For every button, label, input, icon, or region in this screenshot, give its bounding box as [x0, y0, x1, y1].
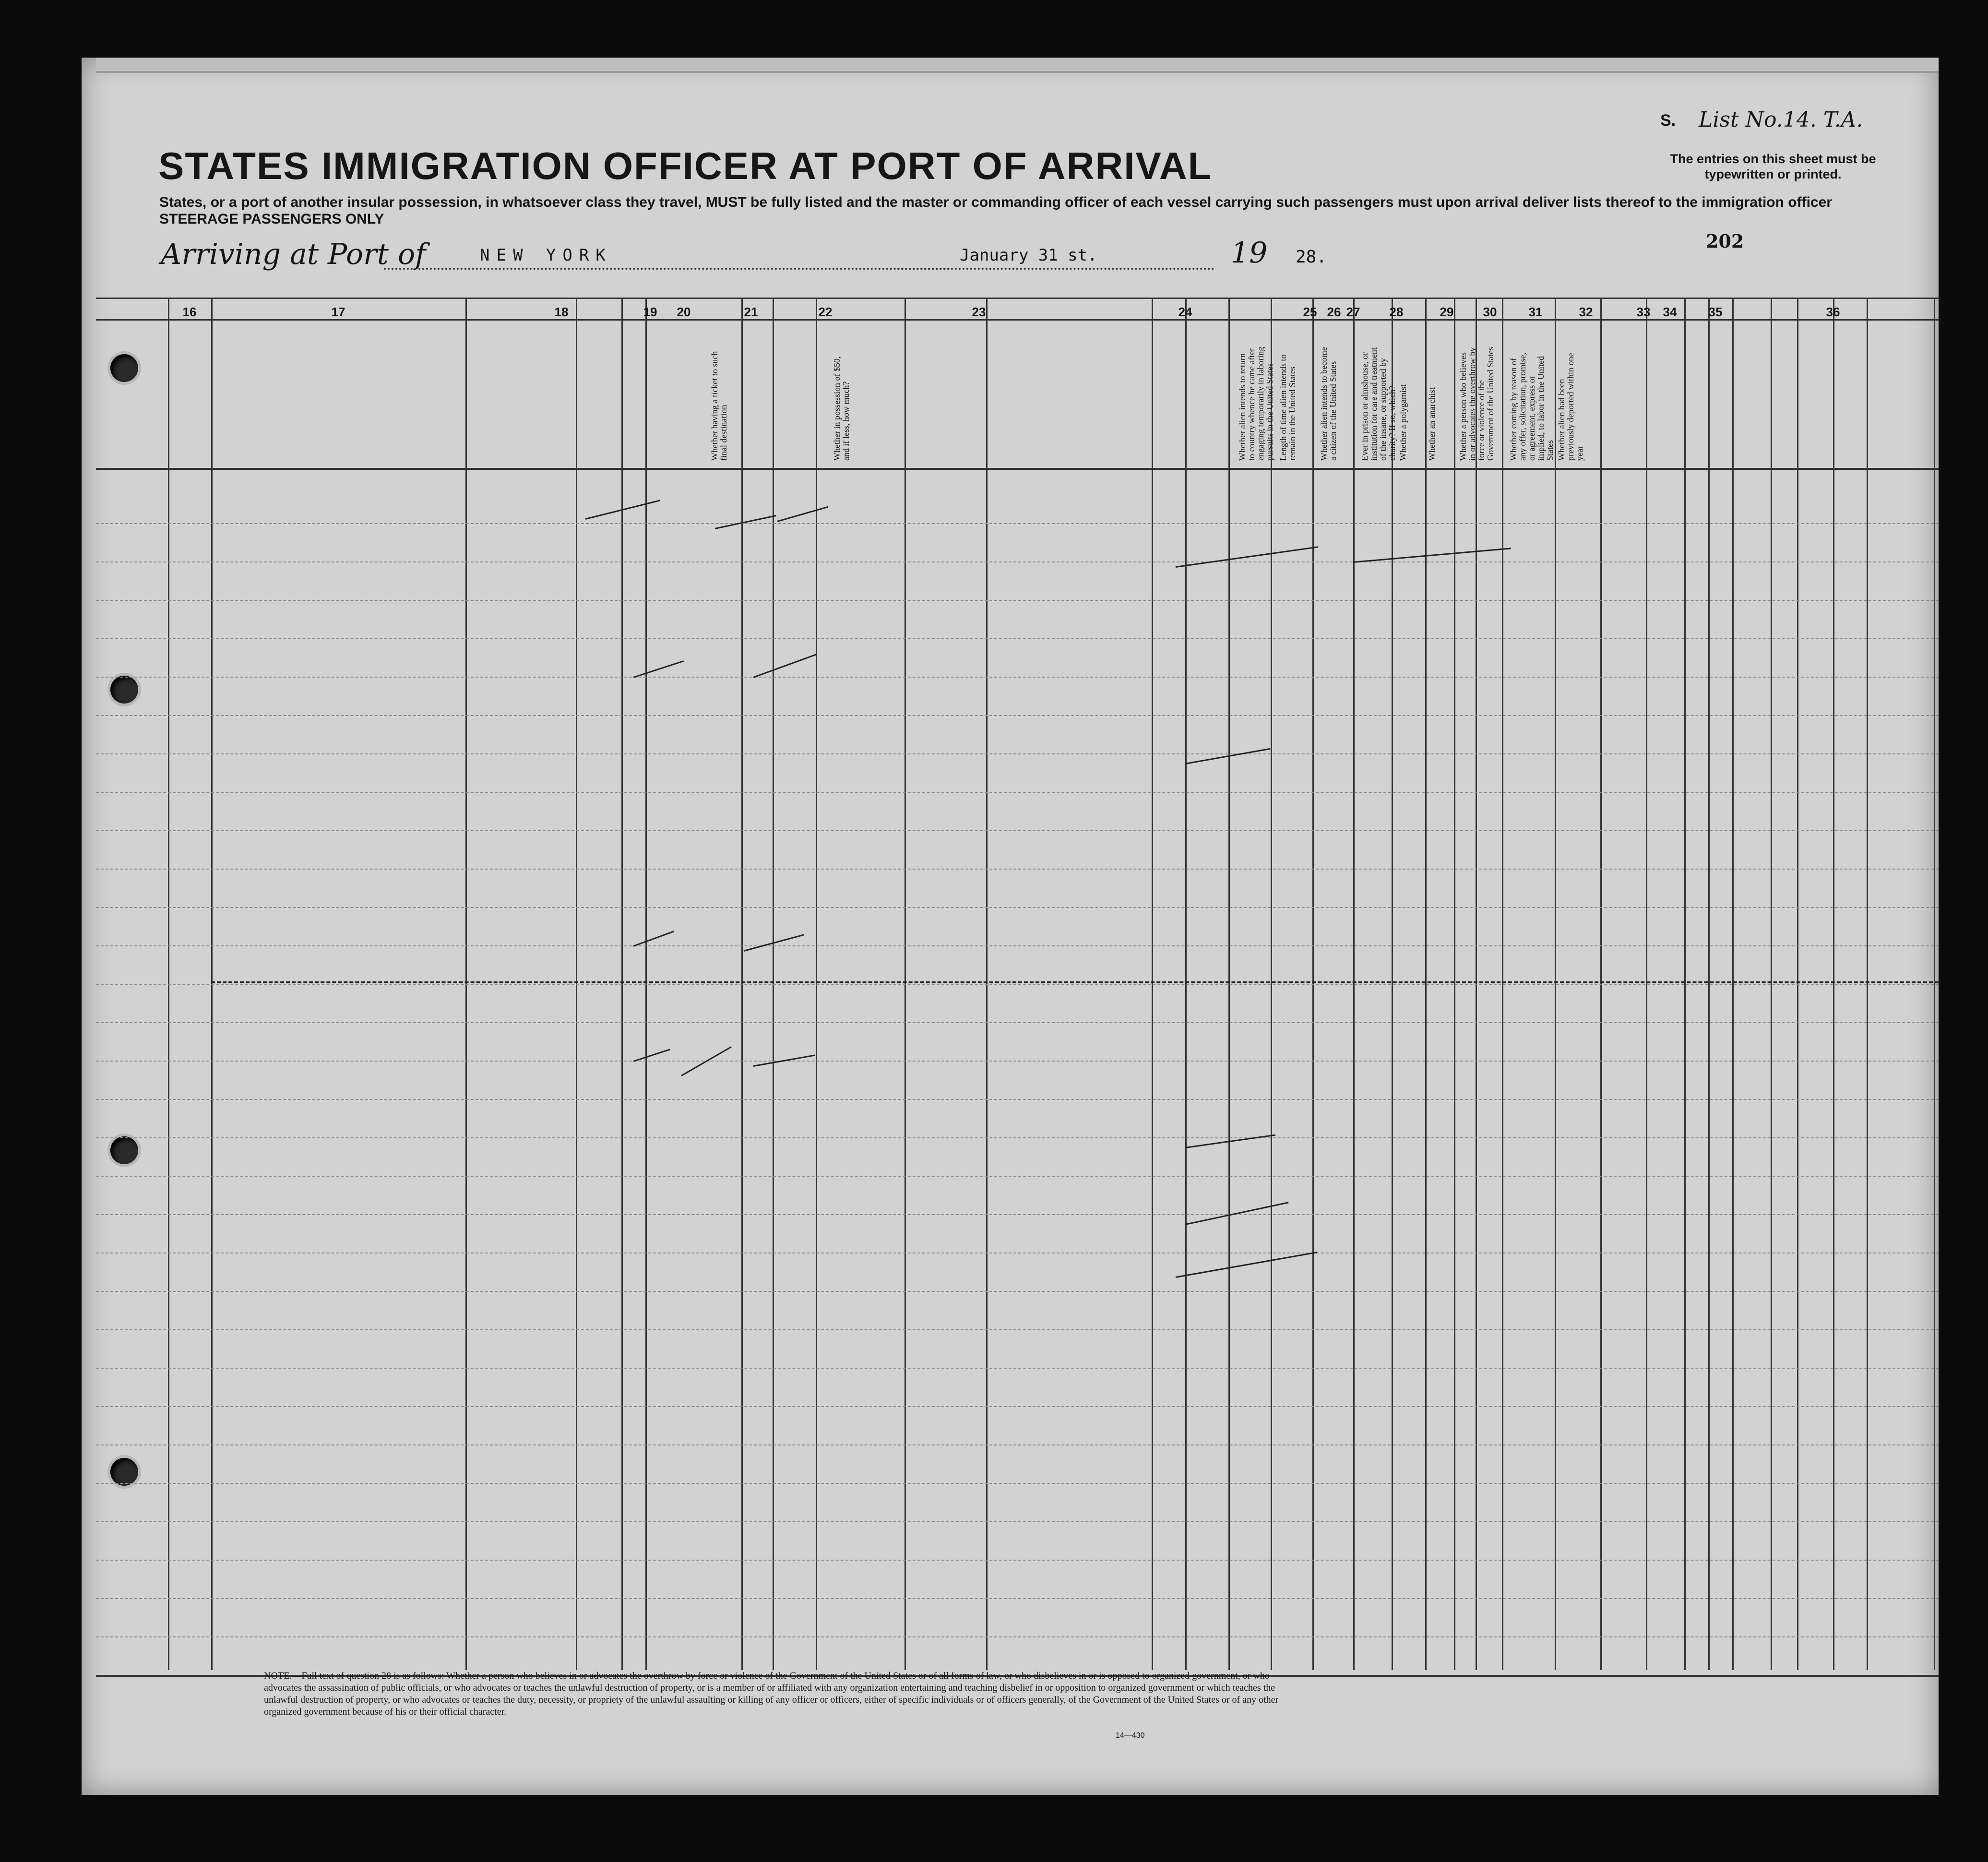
row-divider	[96, 907, 1939, 908]
row-divider	[96, 1291, 1939, 1292]
row-divider	[96, 600, 1939, 601]
column-header-v-overthrow: Whether a person who believes in or advocates the overthrow by force or violence of the Government of the United States	[1458, 347, 1495, 461]
page-title: STATES IMMIGRATION OFFICER AT PORT OF ARRIVAL	[158, 144, 1213, 187]
row-divider	[96, 984, 1939, 985]
handwritten-mark	[715, 515, 776, 529]
page-number: 202	[1706, 230, 1744, 252]
column-number: 19	[643, 305, 657, 319]
row-divider	[96, 1099, 1939, 1100]
column-number: 17	[331, 305, 345, 319]
s-letter: S.	[1660, 111, 1676, 130]
row-divider	[96, 1483, 1939, 1484]
column-header-ticket: Whether having a ticket to such final destination	[710, 351, 728, 461]
column-number: 35	[1708, 305, 1723, 319]
row-divider	[96, 638, 1939, 639]
row-divider	[96, 753, 1939, 754]
column-header-v-intend-return: Whether alien intends to return to country whence he came after engaging temporarily in laboring pursuits in the United States	[1238, 346, 1274, 461]
arriving-label: Arriving at Port of	[161, 238, 426, 271]
handwritten-mark	[1185, 748, 1271, 764]
handwritten-mark	[777, 506, 829, 522]
handwritten-mark	[1185, 1202, 1289, 1225]
row-divider	[96, 1368, 1939, 1369]
handwritten-mark	[753, 654, 817, 678]
row-divider	[96, 1406, 1939, 1407]
column-number: 28	[1389, 305, 1404, 319]
group-divider	[211, 981, 1939, 983]
typewritten-note: The entries on this sheet must be typewritten or printed.	[1670, 152, 1876, 181]
row-divider	[96, 869, 1939, 870]
row-divider	[96, 1061, 1939, 1062]
column-header-v-polygamist: Whether a polygamist	[1398, 384, 1408, 461]
handwritten-mark	[1176, 546, 1318, 568]
column-header-v-citizen: Whether alien intends to become a citizen of the United States	[1319, 347, 1338, 461]
manifest-page	[82, 58, 1939, 1795]
column-number: 29	[1440, 305, 1454, 319]
column-header-v-deported: Whether alien had been previously deported within one year	[1557, 353, 1584, 461]
handwritten-mark	[633, 931, 674, 947]
binder-hole-icon	[110, 1458, 138, 1486]
arrival-date: January 31 st.	[960, 246, 1097, 265]
row-divider	[96, 715, 1939, 716]
form-code: 14—430	[1116, 1731, 1145, 1740]
row-divider	[96, 1329, 1939, 1330]
row-divider	[96, 1560, 1939, 1561]
row-divider	[96, 1214, 1939, 1215]
column-number: 26	[1327, 305, 1341, 319]
row-divider	[96, 830, 1939, 831]
row-divider	[96, 677, 1939, 678]
column-header-v-prison: Ever in prison or almshouse, or institution for care and treatment of the insane, or supported by charity? If so, which?	[1360, 347, 1397, 461]
handwritten-mark	[1185, 1134, 1276, 1148]
column-number: 30	[1483, 305, 1497, 319]
row-divider	[96, 523, 1939, 524]
row-divider	[96, 1444, 1939, 1445]
year-prefix: 19	[1231, 236, 1268, 270]
row-divider	[96, 1636, 1939, 1637]
handwritten-mark	[1353, 548, 1511, 563]
column-number: 20	[677, 305, 691, 319]
footnote-question-28: NOTE.—Full text of question 28 is as follows: Whether a person who believes in or advocates the overthrow by force or violence of the Government of the United States or of all forms of law, or who disbelieves in or is opposed to organized government, or who advocates the assassination of public officials, or who advocates or teaches the unlawful destruction of property, or is a member of or affiliated with any organization entertaining and teaching disbelief in or opposition to organized government or which teaches the unlawful destruction of property, or who advocates or teaches the duty, necessity, or propriety of the unlawful assaulting or killing of any officer or officers, either of specific individuals or of officers generally, of the Government of the United States or of any other organized government because of his or their official character.	[264, 1671, 1279, 1717]
row-divider	[96, 1137, 1939, 1138]
binder-hole-icon	[110, 676, 138, 704]
column-header-possession-50: Whether in possession of $50, and if less, how much?	[832, 356, 851, 461]
column-number: 32	[1579, 305, 1593, 319]
column-header-v-offer: Whether coming by reason of any offer, solicitation, promise, or agreement, express or implied, to labor in the United States	[1509, 353, 1555, 461]
column-number: 24	[1178, 305, 1192, 319]
list-number: List No.14. T.A.	[1699, 107, 1863, 132]
column-header-v-anarchist: Whether an anarchist	[1427, 387, 1437, 461]
row-divider	[96, 945, 1939, 946]
column-number: 25	[1303, 305, 1317, 319]
row-divider	[96, 1521, 1939, 1522]
passenger-class: STEERAGE PASSENGERS ONLY	[159, 211, 384, 227]
port-of-arrival: NEW YORK	[480, 246, 612, 265]
column-number: 23	[972, 305, 986, 319]
column-number: 16	[182, 305, 197, 319]
row-divider	[96, 1598, 1939, 1599]
page-subtitle: States, or a port of another insular possession, in whatsoever class they travel, MUST be fully listed and the master or commanding officer of each vessel carrying such passengers must upon arrival deliver lists thereof to the immigration officer	[159, 194, 1832, 210]
handwritten-mark	[633, 1049, 670, 1062]
column-number: 33	[1636, 305, 1651, 319]
binder-hole-icon	[110, 354, 138, 382]
handwritten-mark	[1176, 1252, 1318, 1278]
column-number: 36	[1826, 305, 1840, 319]
column-number: 27	[1346, 305, 1360, 319]
column-number: 18	[554, 305, 569, 319]
year-suffix: 28.	[1296, 247, 1327, 267]
row-divider	[96, 792, 1939, 793]
table-rule	[96, 468, 1939, 470]
row-divider	[96, 1176, 1939, 1177]
binder-hole-icon	[110, 1136, 138, 1164]
column-number: 34	[1663, 305, 1677, 319]
column-number: 31	[1528, 305, 1543, 319]
table-rule	[96, 298, 1939, 299]
row-divider	[96, 561, 1939, 562]
column-number: 22	[818, 305, 833, 319]
column-header-v-length-time: Length of time alien intends to remain in the United States	[1278, 354, 1297, 461]
row-divider	[96, 1022, 1939, 1023]
handwritten-mark	[633, 660, 684, 678]
column-number: 21	[744, 305, 758, 319]
